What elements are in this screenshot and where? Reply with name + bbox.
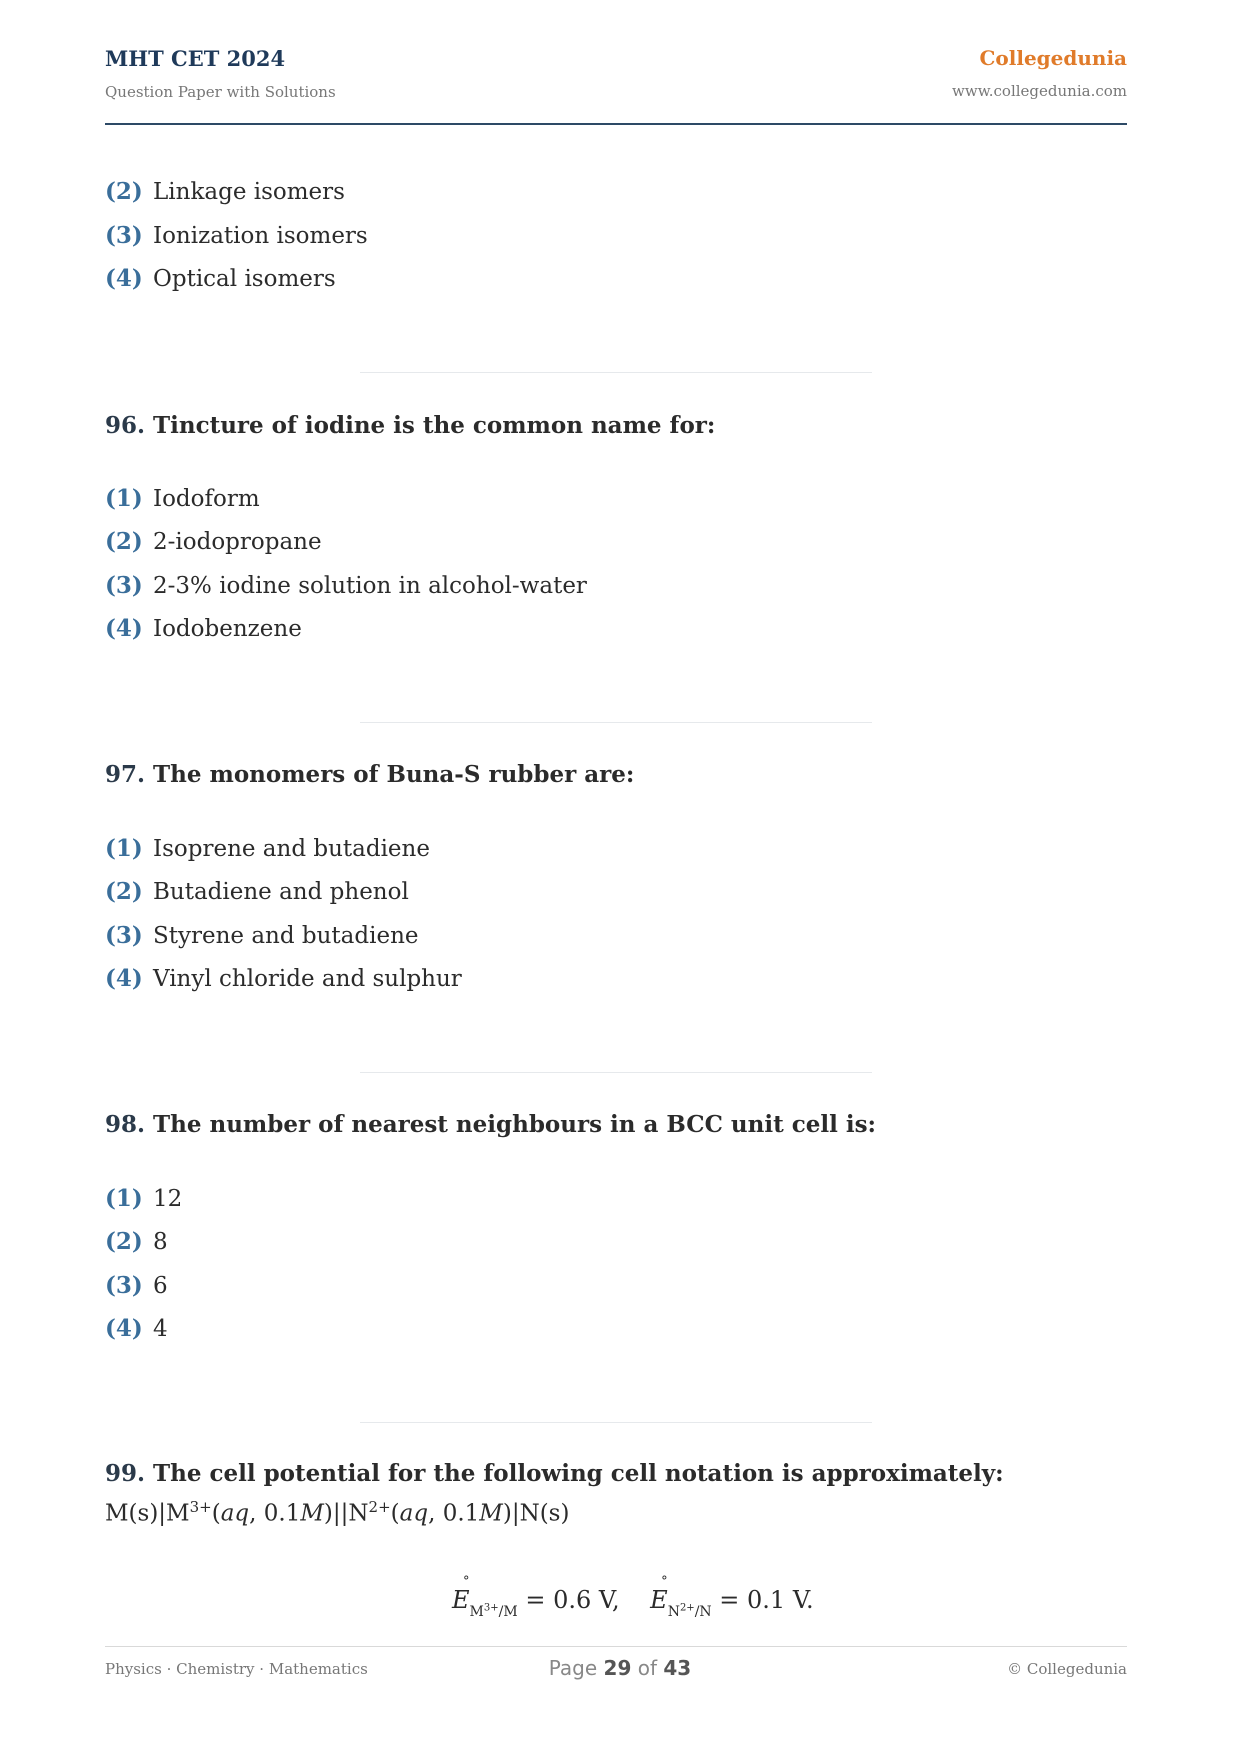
page-indicator: Page 29 of 43 <box>548 1656 692 1680</box>
question-heading <box>105 412 715 439</box>
option-item <box>105 1185 182 1212</box>
option-item <box>105 265 336 292</box>
footer-divider <box>105 1646 1127 1647</box>
question-separator <box>360 1422 872 1423</box>
option-item <box>105 1315 168 1342</box>
option-item <box>105 528 322 555</box>
question-number: 97. <box>105 761 146 788</box>
option-text: Optical isomers <box>153 266 336 292</box>
option-number: (4) <box>105 965 143 992</box>
brand-name: Collegedunia <box>979 46 1127 70</box>
option-text: Butadiene and phenol <box>153 879 409 905</box>
option-text: Vinyl chloride and sulphur <box>153 966 462 992</box>
option-text: Iodobenzene <box>153 616 302 642</box>
website-url: www.collegedunia.com <box>952 82 1127 100</box>
option-text: Linkage isomers <box>153 179 345 205</box>
option-number: (1) <box>105 835 143 862</box>
option-item <box>105 878 409 905</box>
electrode-potential-n: E ° $_{N^{2+}/N}$ <box>650 1574 712 1620</box>
electrode-potential-m: E ° $_{M^{3+}/M}$ <box>452 1574 518 1620</box>
question-heading <box>105 1111 876 1138</box>
option-number: (4) <box>105 615 143 642</box>
option-text: Styrene and butadiene <box>153 923 419 949</box>
option-number: (2) <box>105 178 143 205</box>
option-number: (3) <box>105 1272 143 1299</box>
option-item <box>105 1272 168 1299</box>
option-item <box>105 965 462 992</box>
question-number: 96. <box>105 412 146 439</box>
option-item <box>105 615 302 642</box>
option-item <box>105 1228 168 1255</box>
electrode-potentials <box>452 1574 814 1620</box>
question-text: Tincture of iodine is the common name for: <box>153 412 716 439</box>
option-item <box>105 835 430 862</box>
header-right <box>952 46 1127 100</box>
option-item <box>105 222 368 249</box>
option-number: (3) <box>105 222 143 249</box>
question-separator <box>360 722 872 723</box>
option-text: 4 <box>153 1316 168 1342</box>
question-number: 98. <box>105 1111 146 1138</box>
question-number: 99. <box>105 1460 146 1487</box>
electrode-value-n: = 0.1 V. <box>719 1586 814 1614</box>
footer-copyright: © Collegedunia <box>1007 1660 1127 1678</box>
option-text: 8 <box>153 1229 168 1255</box>
option-item <box>105 485 260 512</box>
option-number: (2) <box>105 528 143 555</box>
electrode-value-m: = 0.6 V, <box>525 1586 620 1614</box>
option-number: (2) <box>105 1228 143 1255</box>
header-divider <box>105 123 1127 125</box>
option-text: Ionization isomers <box>153 223 368 249</box>
option-item <box>105 178 345 205</box>
option-number: (1) <box>105 485 143 512</box>
option-number: (3) <box>105 922 143 949</box>
question-heading <box>105 761 634 788</box>
option-text: 2-iodopropane <box>153 529 322 555</box>
option-number: (2) <box>105 878 143 905</box>
option-text: Iodoform <box>153 486 260 512</box>
question-heading <box>105 1460 1004 1487</box>
question-text: The cell potential for the following cell notation is approximately: <box>153 1460 1004 1487</box>
option-text: 6 <box>153 1273 168 1299</box>
option-item <box>105 922 419 949</box>
option-number: (3) <box>105 572 143 599</box>
exam-subtitle: Question Paper with Solutions <box>105 83 336 101</box>
option-number: (4) <box>105 265 143 292</box>
option-item <box>105 572 587 599</box>
question-text: The number of nearest neighbours in a BCC unit cell is: <box>153 1111 877 1138</box>
option-number: (1) <box>105 1185 143 1212</box>
question-separator <box>360 1072 872 1073</box>
footer-subjects: Physics · Chemistry · Mathematics <box>105 1660 368 1678</box>
option-text: 12 <box>153 1186 183 1212</box>
exam-title: MHT CET 2024 <box>105 46 286 71</box>
question-separator <box>360 372 872 373</box>
option-number: (4) <box>105 1315 143 1342</box>
option-text: 2-3% iodine solution in alcohol-water <box>153 573 587 599</box>
option-text: Isoprene and butadiene <box>153 836 430 862</box>
question-text: The monomers of Buna-S rubber are: <box>153 761 635 788</box>
cell-notation: $M(s)|M^{3+}(aq$, $0.1M)||N^{2+}(aq$, 0.1M)|N(s) <box>105 1498 570 1527</box>
header-left <box>105 46 336 101</box>
